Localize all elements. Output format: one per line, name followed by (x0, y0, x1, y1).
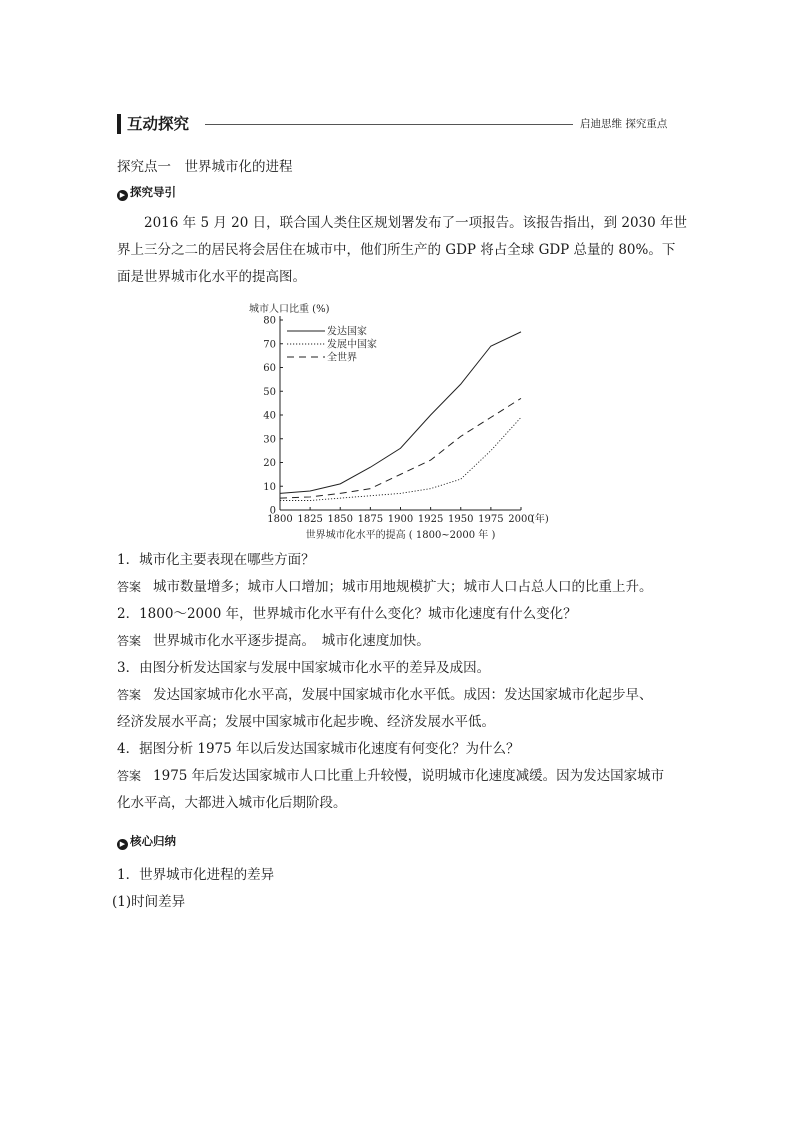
guide-label (117, 184, 176, 201)
header-tag: 启迪思维 探究重点 (580, 118, 668, 130)
intro-line-1: 2016 年 5 月 20 日，联合国人类住区规划署发布了一项报告。该报告指出，到 2030 年世 (144, 215, 688, 231)
x-tick-label: 1975 (478, 514, 504, 525)
chart-axes (280, 316, 521, 510)
question-2: 2．1800～2000 年，世界城市化水平有什么变化？城市化速度有什么变化？ (117, 606, 577, 622)
answer-4 (117, 763, 682, 790)
x-tick-label: 1925 (417, 514, 444, 525)
x-tick-label: 1825 (297, 514, 323, 525)
y-axis-label: 城市人口比重 (%) (249, 304, 330, 315)
x-tick-label: 1900 (387, 514, 414, 525)
question-4: 4．据图分析 1975 年以后发达国家城市化速度有何变化？为什么？ (117, 741, 520, 757)
intro-line-2: 界上三分之二的居民将会居住在城市中，他们所生产的 GDP 将占全球 GDP 总量的 80%。下 (117, 242, 676, 258)
answer-label: 答案 (117, 580, 142, 594)
answer-2 (117, 628, 682, 655)
play-circle-icon: ▶ (117, 190, 128, 201)
series-line-1 (280, 332, 521, 494)
question-3: 3．由图分析发达国家与发展中国家城市化水平的差异及成因。 (117, 660, 491, 676)
urbanization-chart (245, 298, 565, 546)
legend-label: 发展中国家 (327, 339, 377, 351)
y-tick-label: 60 (263, 363, 276, 374)
answer-1 (117, 574, 682, 601)
y-tick-label: 30 (263, 434, 276, 446)
answer-4-text: 1975 年后发达国家城市人口比重上升较慢，说明城市化速度减缓。因为发达国家城市 (153, 768, 665, 784)
header-rule (205, 124, 573, 125)
section-heading: 互动探究 (127, 115, 190, 133)
y-tick-label: 10 (263, 481, 276, 493)
section-title: 探究点一 世界城市化的进程 (117, 159, 293, 175)
y-tick-label: 50 (263, 386, 276, 398)
answer-4-cont: 化水平高，大都进入城市化后期阶段。 (117, 795, 347, 811)
y-tick-label: 40 (263, 410, 276, 422)
y-tick-label: 80 (263, 315, 276, 327)
y-tick-label: 70 (263, 339, 276, 351)
answer-label: 答案 (117, 634, 142, 648)
x-tick-label: 1950 (448, 514, 474, 525)
chart-ticks (263, 316, 533, 526)
answer-3 (117, 682, 682, 709)
answer-3-text: 发达国家城市化水平高，发展中国家城市化水平低。成因：发达国家城市化起步早、 (153, 687, 653, 703)
header-bar (117, 114, 121, 134)
legend-label: 发达国家 (327, 326, 367, 338)
core-item-1: 1．世界城市化进程的差异 (117, 867, 275, 883)
chart-legend (287, 325, 377, 364)
y-tick-label: 0 (269, 505, 276, 517)
guide-label-text: 探究导引 (130, 185, 176, 199)
intro-line-3: 面是世界城市化水平的提高图。 (117, 269, 306, 285)
x-tick-label: 2000 (508, 514, 534, 525)
x-tick-label: 1875 (357, 514, 384, 525)
core-item-1-sub: (1)时间差异 (112, 894, 186, 910)
question-1: 1．城市化主要表现在哪些方面？ (117, 552, 315, 568)
series-line-2 (280, 417, 521, 500)
x-tick-label: 1850 (327, 514, 353, 525)
chart-caption: 世界城市化水平的提高 ( 1800~2000 年 ) (305, 530, 496, 541)
core-label-text: 核心归纳 (130, 834, 176, 848)
x-axis-label: (年) (531, 514, 549, 525)
y-tick-label: 20 (263, 458, 276, 469)
answer-2-text: 世界城市化水平逐步提高。 城市化速度加快。 (153, 633, 430, 649)
core-label (117, 833, 176, 850)
answer-3-cont: 经济发展水平高；发展中国家城市化起步晚、经济发展水平低。 (117, 714, 495, 730)
legend-label: 全世界 (327, 352, 357, 364)
answer-label: 答案 (117, 688, 142, 702)
x-tick-label: 1800 (267, 514, 293, 525)
answer-1-text: 城市数量增多；城市人口增加；城市用地规模扩大；城市人口占总人口的比重上升。 (153, 579, 653, 595)
answer-label: 答案 (117, 769, 142, 783)
play-circle-icon: ▶ (117, 839, 128, 850)
